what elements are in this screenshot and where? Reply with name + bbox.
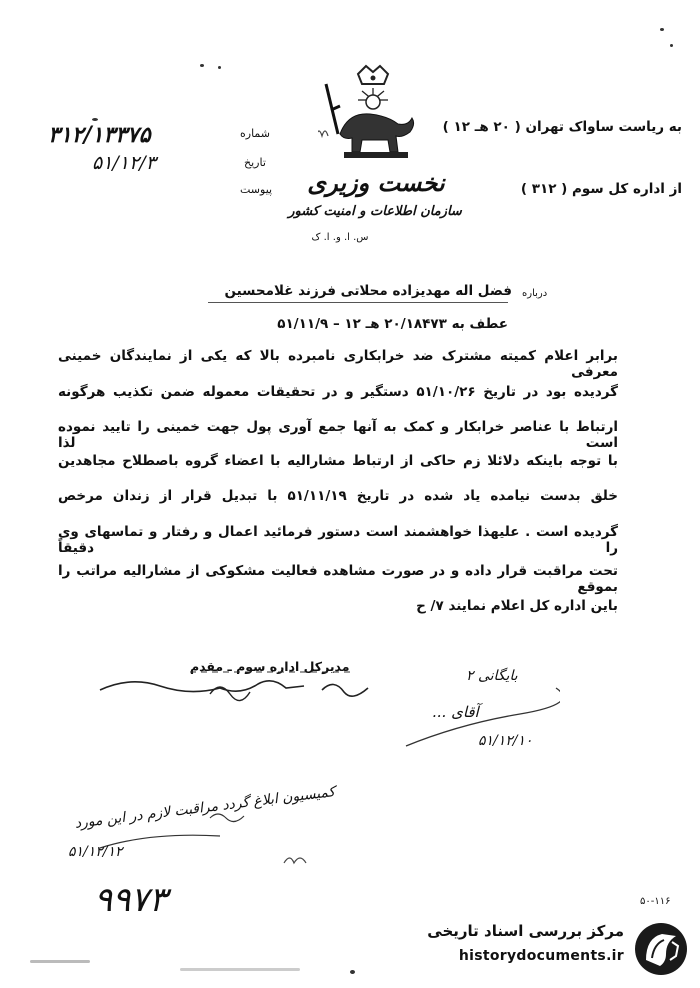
scan-speck [660, 28, 664, 31]
left-note: کمیسیون ابلاغ گردد مراقبت لازم در این مورد [73, 784, 336, 832]
signature-scribble [90, 668, 380, 708]
attachment-label: پیوست [240, 183, 273, 196]
body-line: باین اداره کل اعلام نمایند ۷/ ح [416, 598, 618, 614]
left-date: ۵۱/۱۲/۱۲ [68, 844, 123, 860]
body-line: ارتباط با عناصر خرابکار و کمک به آنها جمع آوری پول جهت خمینی را تایید نموده است لذا [58, 419, 618, 451]
scan-speck [30, 960, 90, 963]
right-note-2: آقای ... [432, 703, 479, 721]
form-code: ۵۰-۱۱۶ [640, 896, 671, 907]
scan-speck [92, 118, 98, 121]
body-line: گردیده بود در تاریخ ۵۱/۱۰/۲۶ دستگیر و در تحقیقات معموله ضمن تکذیب هرگونه [58, 384, 618, 400]
date-value: ۵۱/۱۲/۳ [92, 152, 156, 174]
scan-speck [180, 968, 300, 971]
watermark-title: مرکز بررسی اسناد تاریخی [427, 922, 624, 940]
number-label: شماره [240, 127, 271, 140]
archive-logo-icon [632, 920, 690, 978]
signature-title: مدیرکل اداره سوم ـ مقدم [190, 659, 350, 674]
ministry-name: نخست وزیری [307, 168, 445, 197]
body-line: برابر اعلام کمیته مشترک ضد خرابکاری نامبرده بالا که یکی از نمایندگان خمینی معرفی [58, 348, 618, 380]
lion-and-sun-emblem [318, 64, 428, 164]
small-mark [282, 852, 308, 866]
number-value: ۳۱۲/۱۳۳۷۵ [48, 122, 151, 148]
right-note-1: بایگانی ۲ [466, 668, 518, 684]
regarding-underline [208, 302, 508, 303]
body-line: با توجه باینکه دلائلا زم حاکی از ارتباط مشارالیه با اعضاء گروه باصطلاح مجاهدین [58, 453, 618, 469]
reference-line: عطف به ۲۰/۱۸۴۷۳ هـ ۱۲ – ۵۱/۱۱/۹ [277, 316, 508, 332]
organization-name: سازمان اطلاعات و امنیت کشور [288, 204, 462, 219]
scan-speck [200, 64, 204, 67]
right-note-scribble [400, 684, 560, 754]
from-line: از اداره کل سوم ( ۳۱۲ ) [520, 181, 682, 197]
large-number: ۹۹۷۳ [94, 880, 168, 920]
archive-watermark [404, 918, 694, 980]
watermark-url: historydocuments.ir [458, 948, 624, 964]
body-line: خلق بدست نیامده یاد شده در تاریخ ۵۱/۱۱/۱۹ با تبدیل قرار از زندان مرخص [58, 488, 618, 504]
regarding-label: درباره [522, 288, 548, 299]
body-line: گردیده است . علیهذا خواهشمند است دستور فرمائید اعمال و رفتار و تماسهای وی را دقیقاً [58, 524, 618, 556]
to-line: به ریاست ساواک تهران ( ۲۰ هـ ۱۲ ) [442, 119, 682, 135]
regarding-value: فضل اله مهدیزاده محلاتی فرزند غلامحسین [224, 283, 512, 299]
scan-speck [670, 44, 673, 47]
org-code: س. ا. و. ا. ک [311, 232, 369, 243]
right-date: ۵۱/۱۲/۱۰ [478, 733, 533, 749]
scan-speck [350, 970, 355, 974]
body-line: تحت مراقبت قرار داده و در صورت مشاهده فعالیت مشکوکی از مشارالیه مراتب را بموقع [58, 563, 618, 595]
date-label: تاریخ [244, 156, 266, 169]
scan-speck [218, 66, 221, 69]
